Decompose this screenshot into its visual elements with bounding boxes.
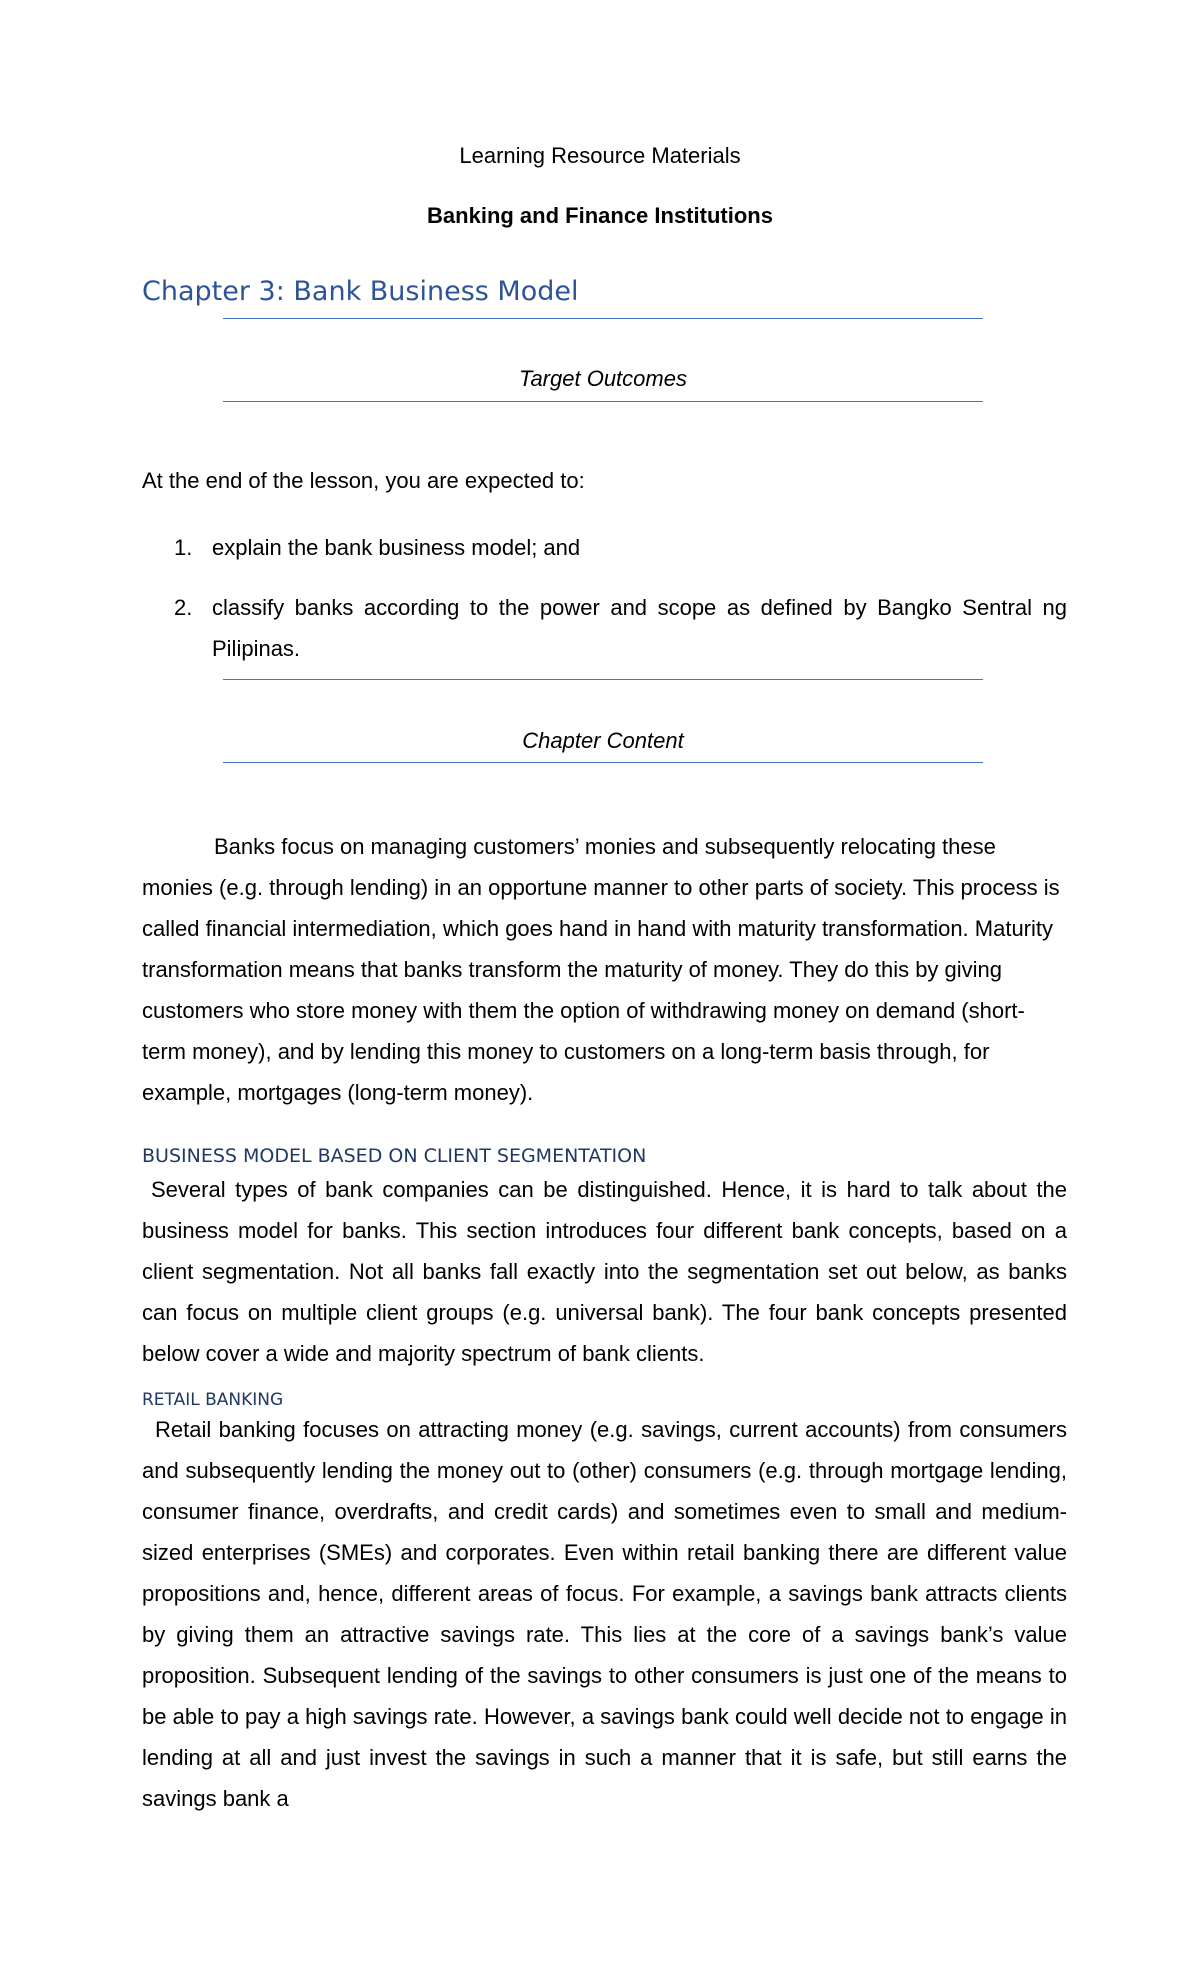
outcomes-list — [142, 527, 1067, 688]
divider-line — [223, 762, 983, 763]
outcomes-intro: At the end of the lesson, you are expected to: — [142, 468, 585, 493]
chapter-content-heading: Chapter Content — [522, 728, 684, 753]
retail-banking-heading: RETAIL BANKING — [142, 1390, 284, 1410]
list-item-text: explain the bank business model; and — [212, 535, 581, 560]
chapter-title: Chapter 3: Bank Business Model — [142, 276, 579, 307]
list-item — [142, 527, 1067, 568]
list-item-text: classify banks according to the power and scope as defined by Bangko Sentral ng Pilipinas. — [212, 595, 1067, 661]
retail-banking-paragraph: Retail banking focuses on attracting money (e.g. savings, current accounts) from consumers and subsequently lending the money out to (other) consumers (e.g. through mortgage lending, consumer finance, overdrafts, and credit cards) and sometimes even to small and medium-sized enterprises (SMEs) and corporates. Even within retail banking there are different value propositions and, hence, different areas of focus. For example, a savings bank attracts clients by giving them an attractive savings rate. This lies at the core of a savings bank’s value proposition. Subsequent lending of the savings to other consumers is just one of the means to be able to pay a high savings rate. However, a savings bank could well decide not to engage in lending at all and just invest the savings in such a manner that it is safe, but still earns the savings bank a — [142, 1417, 1067, 1811]
document-header: Learning Resource Materials — [459, 143, 741, 168]
target-outcomes-heading: Target Outcomes — [519, 366, 687, 391]
divider-line — [223, 318, 983, 319]
intro-paragraph: Banks focus on managing customers’ monies and subsequently relocating these monies (e.g. through lending) in an opportune manner to other parts of society. This process is called financial intermediation, which goes hand in hand with maturity transformation. Maturity transformation means that banks transform the maturity of money. They do this by giving customers who store money with them the option of withdrawing money on demand (short-term money), and by lending this money to customers on a long-term basis through, for example, mortgages (long-term money). — [142, 834, 1060, 1105]
document-subheader: Banking and Finance Institutions — [427, 203, 773, 228]
business-model-paragraph: Several types of bank companies can be distinguished. Hence, it is hard to talk about the business model for banks. This section introduces four different bank concepts, based on a client segmentation. Not all banks fall exactly into the segmentation set out below, as banks can focus on multiple client groups (e.g. universal bank). The four bank concepts presented below cover a wide and majority spectrum of bank clients. — [142, 1177, 1067, 1366]
list-item — [142, 587, 1067, 669]
list-number: 2. — [174, 595, 193, 620]
business-model-heading: BUSINESS MODEL BASED ON CLIENT SEGMENTATION — [142, 1145, 647, 1167]
list-number: 1. — [174, 535, 193, 560]
divider-line — [223, 679, 983, 680]
divider-line — [223, 401, 983, 402]
